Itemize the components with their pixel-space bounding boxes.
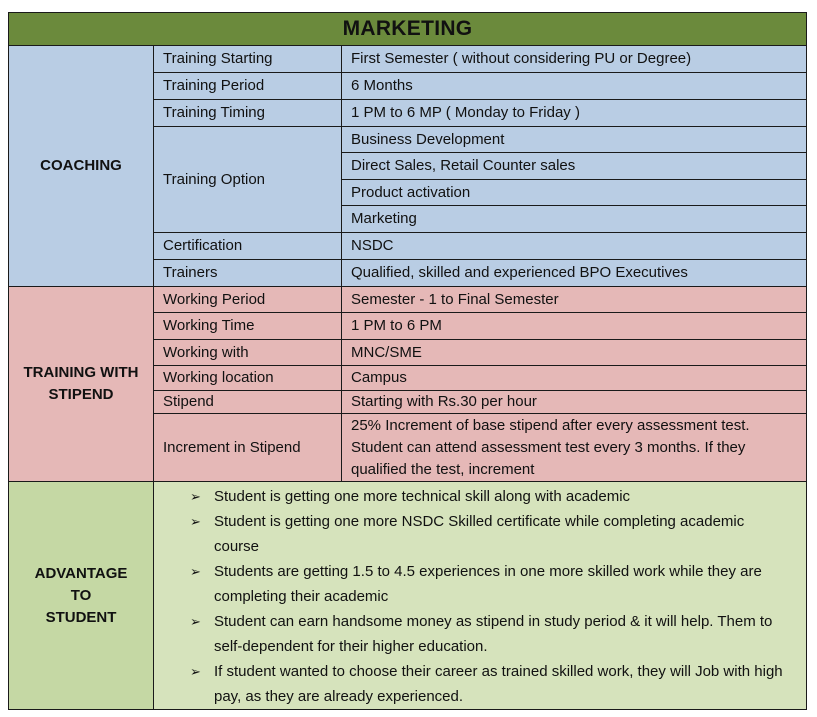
row-value: Semester - 1 to Final Semester xyxy=(342,287,807,313)
row-value: 6 Months xyxy=(342,73,807,100)
list-item xyxy=(154,659,806,709)
list-item-text: If student wanted to choose their career as trained skilled work, they will Job with high pay, as they are already experienced. xyxy=(214,663,783,705)
list-item xyxy=(154,609,806,659)
row-key: Working with xyxy=(154,340,342,366)
marketing-table-container xyxy=(8,12,806,710)
row-value: First Semester ( without considering PU or Degree) xyxy=(342,46,807,73)
coaching-label: COACHING xyxy=(9,46,154,287)
training-option-item: Business Development xyxy=(342,127,807,153)
row-key: Training Timing xyxy=(154,100,342,127)
arrow-bullet-icon: ➢ xyxy=(190,614,201,629)
row-key: Training Starting xyxy=(154,46,342,73)
stipend-label xyxy=(9,287,154,482)
row-key: Training Option xyxy=(154,127,342,233)
advantage-label-line2: TO xyxy=(70,586,92,604)
row-value: Campus xyxy=(342,366,807,391)
list-item-text: Students are getting 1.5 to 4.5 experiences in one more skilled work while they are completing their academic xyxy=(214,563,762,605)
row-key: Trainers xyxy=(154,260,342,287)
row-value: Starting with Rs.30 per hour xyxy=(342,391,807,414)
training-option-item: Product activation xyxy=(342,180,807,206)
stipend-label-line1: TRAINING WITH xyxy=(23,364,139,381)
row-key: Stipend xyxy=(154,391,342,414)
advantage-label-line1: ADVANTAGE xyxy=(34,564,128,582)
row-key: Working Period xyxy=(154,287,342,313)
arrow-bullet-icon: ➢ xyxy=(190,514,201,529)
row-key: Certification xyxy=(154,233,342,260)
row-key: Working Time xyxy=(154,313,342,340)
list-item xyxy=(154,484,806,509)
advantage-list-cell xyxy=(154,482,807,710)
row-value: 1 PM to 6 MP ( Monday to Friday ) xyxy=(342,100,807,127)
row-value-increment: 25% Increment of base stipend after every assessment test. Student can attend assessment test every 3 months. If they qualified the test, increment xyxy=(342,414,807,482)
advantage-list xyxy=(154,484,806,709)
advantage-label xyxy=(9,482,154,710)
list-item xyxy=(154,559,806,609)
training-option-item: Direct Sales, Retail Counter sales xyxy=(342,153,807,180)
list-item-text: Student can earn handsome money as stipend in study period & it will help. Them to self-dependent for their higher education. xyxy=(214,613,773,655)
row-value: NSDC xyxy=(342,233,807,260)
row-key: Working location xyxy=(154,366,342,391)
row-value: 1 PM to 6 PM xyxy=(342,313,807,340)
advantage-label-line3: STUDENT xyxy=(45,608,117,626)
list-item-text: Student is getting one more NSDC Skilled certificate while completing academic course xyxy=(214,513,745,555)
row-value: Qualified, skilled and experienced BPO Executives xyxy=(342,260,807,287)
row-key: Increment in Stipend xyxy=(154,414,342,482)
arrow-bullet-icon: ➢ xyxy=(190,489,201,504)
training-option-item: Marketing xyxy=(342,206,807,233)
row-key: Training Period xyxy=(154,73,342,100)
row-value: MNC/SME xyxy=(342,340,807,366)
list-item-text: Student is getting one more technical skill along with academic xyxy=(214,488,631,505)
list-item xyxy=(154,509,806,559)
marketing-table xyxy=(8,12,807,710)
arrow-bullet-icon: ➢ xyxy=(190,564,201,579)
table-title: MARKETING xyxy=(9,13,807,46)
stipend-label-line2: STIPEND xyxy=(48,386,114,403)
arrow-bullet-icon: ➢ xyxy=(190,664,201,679)
